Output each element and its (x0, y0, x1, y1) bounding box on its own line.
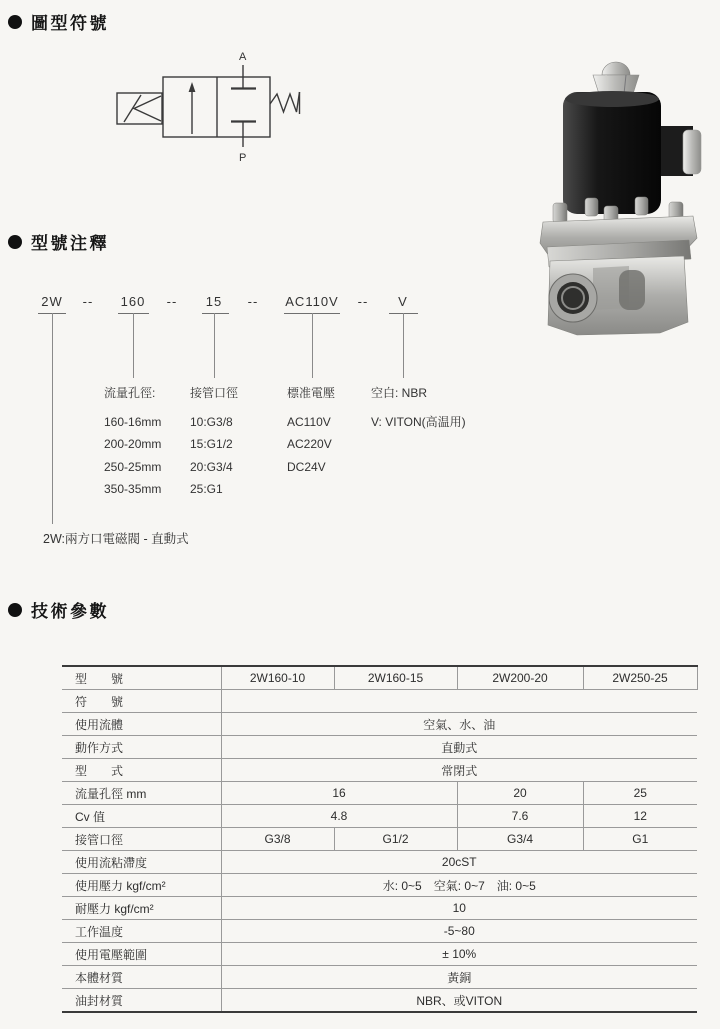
model-code-leader-line (133, 313, 134, 378)
model-legend-title: 流量孔徑: (104, 386, 156, 400)
spec-value: 7.6 (457, 805, 583, 828)
section-bullet-icon (8, 15, 22, 29)
table-row (62, 666, 697, 690)
spec-label: 使用電壓範圍 (62, 943, 221, 966)
spec-value: 10 (221, 897, 697, 920)
model-code-part: 15 (205, 294, 223, 309)
page-title: 圖型符號 (31, 14, 109, 33)
section-heading-model (8, 229, 109, 254)
spec-value: 25 (583, 782, 697, 805)
spec-label: 符 號 (62, 690, 221, 713)
model-legend-item: 25:G1 (190, 482, 223, 497)
specs-table (62, 665, 698, 1013)
table-row (62, 828, 697, 851)
table-row (62, 966, 697, 989)
model-legend-item: 160-16mm (104, 415, 162, 429)
spec-label: 油封材質 (62, 989, 221, 1013)
model-code-underline (389, 313, 418, 314)
model-legend-item: 10:G3/8 (190, 415, 233, 429)
spec-value: ± 10% (221, 943, 697, 966)
spec-value: 黃銅 (221, 966, 697, 989)
table-row (62, 805, 697, 828)
port-p-label: P (239, 152, 247, 164)
model-code-part: AC110V (285, 294, 339, 309)
table-row (62, 897, 697, 920)
model-legend-column (371, 384, 466, 433)
spec-label: 耐壓力 kgf/cm² (62, 897, 221, 920)
table-row (62, 713, 697, 736)
model-legend-column (104, 384, 161, 501)
spec-value: NBR、或VITON (221, 989, 697, 1013)
model-legend-item: 350-35mm (104, 482, 162, 497)
spec-label: Cv 值 (62, 805, 221, 828)
model-code-underline (118, 313, 149, 314)
coil-body (563, 92, 661, 214)
spec-value: 12 (583, 805, 697, 828)
spec-value (221, 690, 697, 713)
model-code-leader-line (214, 313, 215, 378)
model-note: 2W:兩方口電磁閥 - 直動式 (43, 532, 189, 546)
model-code-leader-line (312, 313, 313, 378)
spec-label: 使用壓力 kgf/cm² (62, 874, 221, 897)
spec-value: G3/4 (457, 828, 583, 851)
spec-value: 2W160-15 (334, 666, 457, 690)
table-row (62, 736, 697, 759)
model-code-separator: -- (247, 294, 259, 309)
spec-value: 2W250-25 (583, 666, 697, 690)
dome-cap (602, 62, 630, 75)
model-legend-item: DC24V (287, 459, 326, 474)
model-code-part: V (398, 294, 408, 309)
section-title: 技術參數 (31, 602, 109, 621)
table-row (62, 851, 697, 874)
spec-value: 16 (221, 782, 457, 805)
spec-value: G1 (583, 828, 697, 851)
valve-schematic-diagram (100, 40, 320, 170)
spec-value: 2W200-20 (457, 666, 583, 690)
table-row (62, 943, 697, 966)
model-code-separator: -- (82, 294, 94, 309)
table-row (62, 920, 697, 943)
section-title: 型號注釋 (31, 234, 109, 253)
model-legend-title: 空白: NBR (371, 386, 428, 400)
model-legend-item: 20:G3/4 (190, 459, 233, 474)
spec-value: G1/2 (334, 828, 457, 851)
model-code-part: 2W (41, 294, 63, 309)
table-row (62, 874, 697, 897)
spec-label: 工作温度 (62, 920, 221, 943)
model-legend-item: AC110V (287, 415, 331, 429)
model-code-part: 160 (120, 294, 146, 309)
table-row (62, 759, 697, 782)
spec-value: 空氣、水、油 (221, 713, 697, 736)
table-row (62, 989, 697, 1013)
spec-value: -5~80 (221, 920, 697, 943)
spec-label: 型 號 (62, 666, 221, 690)
model-code-underline (202, 313, 229, 314)
table-row (62, 782, 697, 805)
model-legend-item: AC220V (287, 437, 332, 452)
model-legend-column (287, 384, 335, 478)
spec-label: 使用流體 (62, 713, 221, 736)
model-legend-title: 接管口徑 (190, 386, 239, 400)
model-code-separator: -- (166, 294, 178, 309)
model-code-leader-line (403, 313, 404, 378)
spec-value: 20cST (221, 851, 697, 874)
model-legend-item: 250-25mm (104, 459, 162, 474)
spec-label: 使用流粘滯度 (62, 851, 221, 874)
product-photo (533, 46, 708, 336)
spec-label: 接管口徑 (62, 828, 221, 851)
spec-label: 動作方式 (62, 736, 221, 759)
section-heading-symbol (8, 9, 109, 34)
model-legend-item: 200-20mm (104, 437, 162, 452)
spec-label: 本體材質 (62, 966, 221, 989)
model-code-separator: -- (357, 294, 369, 309)
spec-value: 20 (457, 782, 583, 805)
spec-value: 直動式 (221, 736, 697, 759)
model-code-leader-line (52, 313, 53, 524)
conduit-endcap (683, 130, 701, 174)
model-legend-item: V: VITON(高温用) (371, 415, 466, 429)
spec-label: 型 式 (62, 759, 221, 782)
spring-icon (270, 92, 300, 112)
spec-value: 常閉式 (221, 759, 697, 782)
section-bullet-icon (8, 603, 22, 617)
section-bullet-icon (8, 235, 22, 249)
spec-value: G3/8 (221, 828, 334, 851)
spec-value: 2W160-10 (221, 666, 334, 690)
model-legend-item: 15:G1/2 (190, 437, 233, 452)
spec-label: 流量孔徑 mm (62, 782, 221, 805)
model-legend-column (190, 384, 238, 501)
section-heading-specs (8, 597, 109, 622)
port-a-label: A (239, 51, 247, 63)
spec-value: 4.8 (221, 805, 457, 828)
model-legend-title: 標准電壓 (287, 386, 336, 400)
spec-value: 水: 0~5 空氣: 0~7 油: 0~5 (221, 874, 697, 897)
table-row (62, 690, 697, 713)
